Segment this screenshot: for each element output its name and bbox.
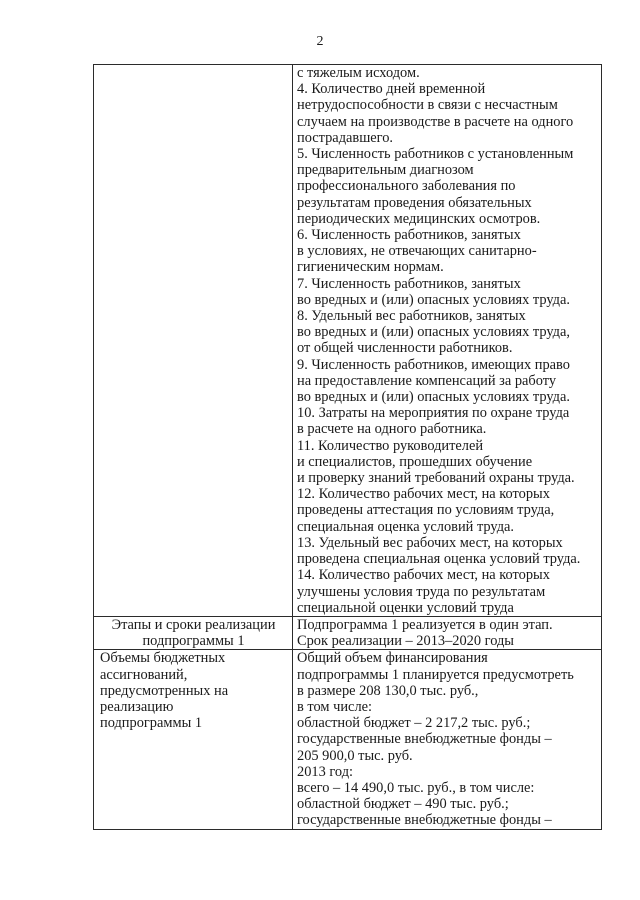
- cell-text-line: и проверку знаний требований охраны труда.: [297, 470, 575, 487]
- cell-text-line: в расчете на одного работника.: [297, 421, 487, 438]
- cell-text-line: во вредных и (или) опасных условиях труда,: [297, 324, 570, 341]
- cell-text-line: реализацию: [100, 698, 174, 715]
- cell-text-line: результатам проведения обязательных: [297, 194, 532, 211]
- funding-content-cell: [293, 650, 602, 829]
- cell-text-line: проведена специальная оценка условий труда.: [297, 551, 581, 568]
- indicators-content-cell: [293, 65, 602, 617]
- cell-text-line: проведены аттестация по условиям труда,: [297, 502, 555, 519]
- cell-text-line: государственные внебюджетные фонды –: [297, 812, 552, 829]
- table-row-indicators: [94, 65, 602, 617]
- cell-text-line: Объемы бюджетных: [100, 650, 226, 667]
- cell-text-line: Общий объем финансирования: [297, 650, 488, 667]
- cell-text-line: Подпрограмма 1 реализуется в один этап.: [297, 616, 553, 633]
- cell-text-line: от общей численности работников.: [297, 340, 513, 357]
- cell-text-line: специальная оценка условий труда.: [297, 518, 515, 535]
- cell-text-line: на предоставление компенсаций за работу: [297, 372, 557, 389]
- cell-text-line: случаем на производстве в расчете на одного: [297, 113, 574, 130]
- stages-label-cell: [94, 616, 293, 649]
- cell-text-line: специальной оценки условий труда: [297, 599, 514, 616]
- cell-text-line: во вредных и (или) опасных условиях труда.: [297, 291, 570, 308]
- subprogram-passport-table: [93, 64, 602, 830]
- cell-text-line: подпрограммы 1 планируется предусмотреть: [297, 666, 574, 683]
- table-row-stages: [94, 616, 602, 649]
- cell-text-line: подпрограммы 1: [142, 633, 245, 650]
- cell-text-line: подпрограммы 1: [100, 715, 203, 732]
- cell-text-line: предусмотренных на: [100, 682, 229, 699]
- cell-text-line: 11. Количество руководителей: [297, 437, 484, 454]
- cell-text-line: в размере 208 130,0 тыс. руб.,: [297, 682, 479, 699]
- cell-text-line: 7. Численность работников, занятых: [297, 275, 521, 292]
- table-row-funding: [94, 650, 602, 829]
- cell-text-line: нетрудоспособности в связи с несчастным: [297, 97, 558, 114]
- cell-text-line: улучшены условия труда по результатам: [297, 583, 546, 600]
- stages-content-cell: [293, 616, 602, 649]
- cell-text-line: профессионального заболевания по: [297, 178, 516, 195]
- cell-text-line: с тяжелым исходом.: [297, 65, 420, 81]
- cell-text-line: предварительным диагнозом: [297, 162, 474, 179]
- cell-text-line: 10. Затраты на мероприятия по охране труда: [297, 405, 570, 422]
- cell-text-line: 6. Численность работников, занятых: [297, 227, 521, 244]
- cell-text-line: 4. Количество дней временной: [297, 81, 486, 98]
- cell-text-line: 12. Количество рабочих мест, на которых: [297, 486, 550, 503]
- cell-text-line: 8. Удельный вес работников, занятых: [297, 308, 526, 325]
- cell-text-line: областной бюджет – 2 217,2 тыс. руб.;: [297, 715, 531, 732]
- cell-text-line: 13. Удельный вес рабочих мест, на которых: [297, 534, 563, 551]
- cell-text-line: в том числе:: [297, 698, 373, 715]
- cell-text-line: в условиях, не отвечающих санитарно-: [297, 243, 537, 260]
- funding-label-cell: [94, 650, 293, 829]
- cell-text-line: 14. Количество рабочих мест, на которых: [297, 567, 550, 584]
- cell-text-line: периодических медицинских осмотров.: [297, 210, 541, 227]
- indicators-label-cell: [94, 65, 293, 617]
- cell-text-line: всего – 14 490,0 тыс. руб., в том числе:: [297, 779, 535, 796]
- cell-text-line: областной бюджет – 490 тыс. руб.;: [297, 796, 509, 813]
- cell-text-line: во вредных и (или) опасных условиях труда.: [297, 389, 570, 406]
- cell-text-line: Срок реализации – 2013–2020 годы: [297, 633, 514, 650]
- cell-text-line: гигиеническим нормам.: [297, 259, 444, 276]
- page-number: 2: [316, 34, 324, 49]
- cell-text-line: 205 900,0 тыс. руб.: [297, 747, 413, 764]
- cell-text-line: пострадавшего.: [297, 129, 393, 146]
- cell-text-line: 5. Численность работников с установленным: [297, 146, 574, 163]
- cell-text-line: государственные внебюджетные фонды –: [297, 731, 552, 748]
- cell-text-line: Этапы и сроки реализации: [111, 616, 276, 633]
- cell-text-line: 9. Численность работников, имеющих право: [297, 356, 570, 373]
- cell-text-line: ассигнований,: [100, 666, 188, 683]
- cell-text-line: 2013 год:: [297, 763, 354, 780]
- cell-text-line: и специалистов, прошедших обучение: [297, 453, 533, 470]
